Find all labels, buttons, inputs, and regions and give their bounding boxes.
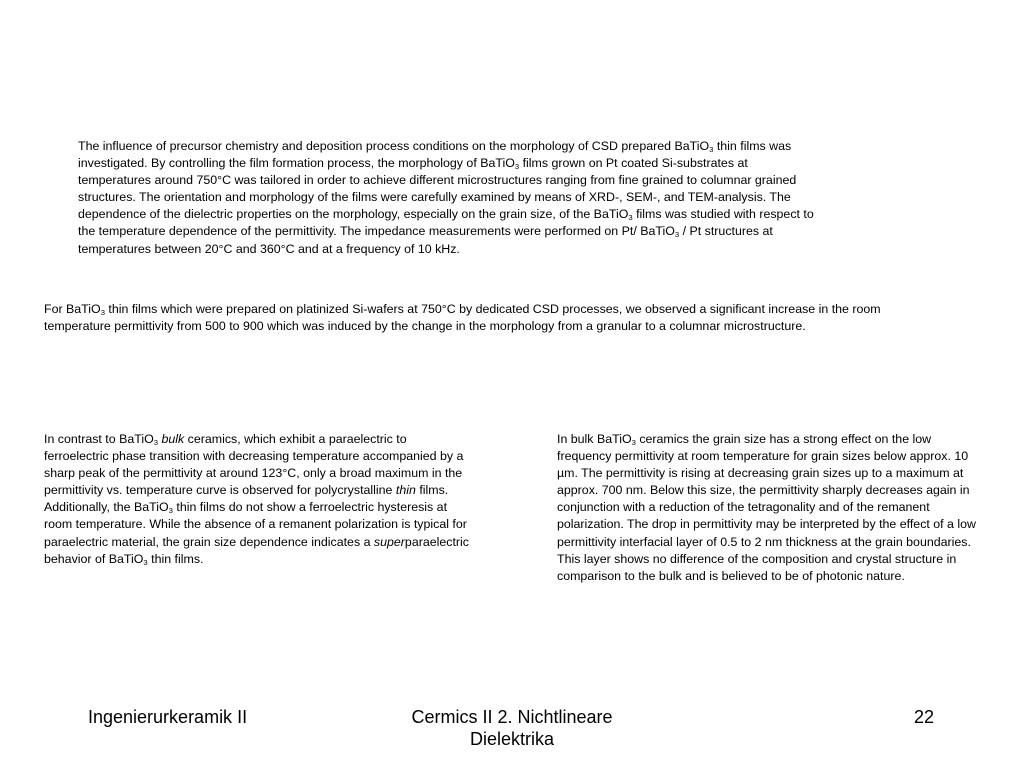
text-line: the temperature dependence of the permittivity. The impedance measurements were performed on Pt/ BaTiO$_3$ / Pt structures at	[78, 224, 773, 240]
text-line: temperatures around 750°C was tailored in order to achieve different microstructures ranging from fine grained to columnar grained	[78, 173, 797, 188]
text-line: temperature permittivity from 500 to 900 which was induced by the change in the morphology from a granular to a columnar microstructure.	[44, 319, 806, 334]
text-line: This layer shows no difference of the composition and crystal structure in	[557, 551, 957, 566]
text-line: permittivity interfacial layer of 0.5 to 2 nm thickness at the grain boundaries.	[557, 534, 971, 549]
footer-lecture-title	[372, 706, 652, 750]
text-line: Additionally, the BaTiO$_3$ thin films do not show a ferroelectric hysteresis at	[44, 500, 448, 516]
right-column-paragraph	[557, 431, 976, 585]
text-line: frequency permittivity at room temperature for grain sizes below approx. 10	[557, 449, 969, 464]
footer-course-name: Ingenierurkeramik II	[88, 707, 248, 727]
text-line: room temperature. While the absence of a remanent polarization is typical for	[44, 517, 467, 532]
abstract-paragraph	[78, 138, 814, 258]
page-number: 22	[914, 707, 935, 727]
text-line: paraelectric material, the grain size dependence indicates a superparaelectric	[44, 534, 469, 549]
footer-title-line: Dielektrika	[469, 729, 555, 749]
text-line: permittivity vs. temperature curve is observed for polycrystalline thin films.	[44, 483, 449, 498]
text-line: In contrast to BaTiO$_3$ bulk ceramics, which exhibit a paraelectric to	[44, 432, 407, 448]
summary-paragraph	[44, 301, 881, 335]
text-line: polarization. The drop in permittivity may be interpreted by the effect of a low	[557, 517, 976, 532]
left-column-paragraph	[44, 431, 469, 568]
text-line: temperatures between 20°C and 360°C and at a frequency of 10 kHz.	[78, 241, 460, 256]
text-line: approx. 700 nm. Below this size, the permittivity sharply decreases again in	[557, 483, 970, 498]
text-line: comparison to the bulk and is believed to be of photonic nature.	[557, 568, 905, 583]
text-line: The influence of precursor chemistry and deposition process conditions on the morphology of CSD prepared BaTiO$_3$ thin films was	[78, 139, 792, 155]
text-line: behavior of BaTiO$_3$ thin films.	[44, 551, 204, 567]
text-line: conjunction with a reduction of the tetragonality and of the remanent	[557, 500, 930, 515]
text-line: investigated. By controlling the film formation process, the morphology of BaTiO$_3$ films grown on Pt coated Si-substrates at	[78, 156, 748, 172]
text-line: ferroelectric phase transition with decreasing temperature accompanied by a	[44, 449, 464, 464]
text-line: dependence of the dielectric properties on the morphology, especially on the grain size, of the BaTiO$_3$ films was studied with respect to	[78, 207, 814, 223]
text-line: µm. The permittivity is rising at decreasing grain sizes up to a maximum at	[557, 466, 964, 481]
text-line: In bulk BaTiO$_3$ ceramics the grain size has a strong effect on the low	[557, 432, 932, 448]
text-line: For BaTiO$_3$ thin films which were prepared on platinized Si-wafers at 750°C by dedicated CSD processes, we observed a significant increase in the room	[44, 302, 881, 318]
text-line: sharp peak of the permittivity at around 123°C, only a broad maximum in the	[44, 466, 463, 481]
text-line: structures. The orientation and morphology of the films were carefully examined by means of XRD-, SEM-, and TEM-analysis. The	[78, 190, 791, 205]
footer-title-line: Cermics II 2. Nichtlineare	[411, 707, 613, 727]
